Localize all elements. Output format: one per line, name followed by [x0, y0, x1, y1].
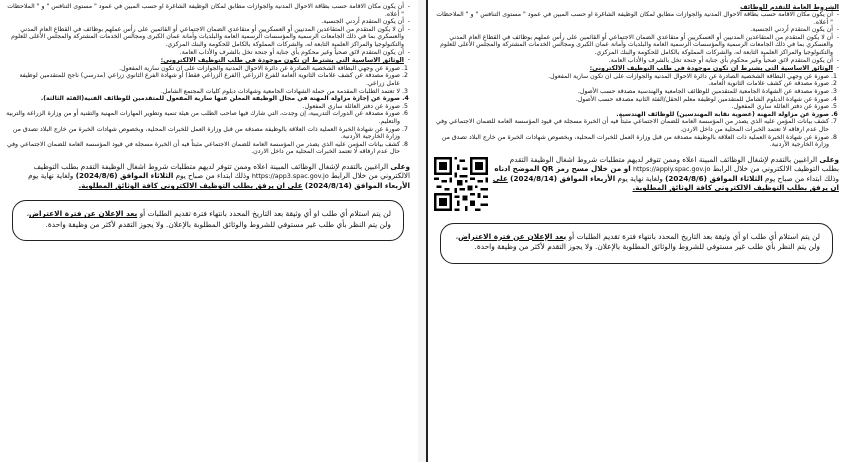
page-gap [418, 0, 426, 462]
document-item: 1. صورة عن وجهي البطاقة الشخصية الصادرة عن دائرة الاحوال المدنية والجوازات على ان تكون سارية المفعول. [434, 73, 829, 81]
document-item: 5. صورة عن دفتر العائلة ساري المفعول. [6, 103, 400, 111]
document-item: 4. صورة عن شهادة الدبلوم الشامل للمتقدمين لوظيفة معلم الحقل/الفئة الثانية مصدقة حسب الأصول. [434, 96, 829, 104]
end-date: الأربعاء الموافق (2024/8/14) [304, 181, 410, 191]
condition-item: - أن يكون المتقدم لائق صحياً وغير محكوم بأي جناية أو جنحة تخل بالشرف والأداب العامة. [6, 49, 410, 57]
warning-box: لن يتم استلام أي طلب او أي وثيقة بعد التاريخ المحدد بانتهاء فترة تقديم الطلبات أو بعد الإعلان عن فترة الاعتراض، ولن يتم النظر بأي طلب غير مستوفي للشروط والوثائق المطلوبة بالإعلان. ولا يجوز التقدم لأكثر من وظيفة واحدة. [440, 223, 833, 264]
apply-link[interactable]: https://apply.spac.gov.jo [633, 164, 711, 173]
document-item: 3. لا تعتمد الطلبات المقدمة من حملة الشهادات الجامعية وشهادات دبلوم كليات المجتمع الشامل. [6, 88, 400, 96]
condition-item: - أن لا يكون المتقدم من المتقاعدين المدنيين أو العسكريين أو متقاعدي الضمان الاجتماعي أو القائمين على رأس عملهم بوظائف في القطاع العام المدني والعسكري بما في ذلك الجامعات الرسمية والمؤسسات الرسمية العامة والبلديات وأمانة عمان الكبرى ومجالس الخدمات المشتركة والمجلس الأعلى للعلوم والتكنولوجيا والمراكز العلمية التابعة له، والشركات المملوكة بالكامل للحكومة والبنك المركزي. [6, 26, 410, 49]
condition-item: - أن يكون المتقدم لائق صحياً وغير محكوم بأي جناية أو جنحة تخل بالشرف والأداب العامة. [434, 57, 839, 65]
condition-item: - أن لا يكون المتقدم من المتقاعدين المدنيين أو العسكريين أو متقاعدي الضمان الاجتماعي أو القائمين على رأس عملهم بوظائف في القطاع العام المدني والعسكري بما في ذلك الجامعات الرسمية والمؤسسات الرسمية العامة والبلديات وأمانة عمان الكبرى ومجالس الخدمات المشتركة والمجلس الأعلى للعلوم والتكنولوجيا والمراكز العلمية التابعة له، والشركات المملوكة بالكامل للحكومة والبنك المركزي. [434, 34, 839, 57]
condition-item: - أن يكون مكان الاقامة حسب بطاقة الاحوال المدنية والجوازات مطابق لمكان الوظيفة الشاغرة او حسب المبين في عمود " مستوى التنافس " و " الملاحظات " أعلاه. [434, 11, 839, 26]
warning-box: لن يتم استلام أي طلب او أي وثيقة بعد التاريخ المحدد بانتهاء فترة تقديم الطلبات أو بعد الإعلان عن فترة الاعتراض، ولن يتم النظر بأي طلب غير مستوفي للشروط والوثائق المطلوبة بالإعلان. ولا يجوز التقدم لأكثر من وظيفة واحدة. [12, 200, 404, 241]
document-item: 3. صورة مصدقة عن الشهادة الجامعية للمتقدمين للوظائف الجامعية والهندسية مصدقة حسب الأصول. [434, 88, 829, 96]
apply-link[interactable]: https://app3.spac.gov.jo [251, 172, 329, 181]
attach-note: على ان يرفق بطلب التوظيف الالكتروني كافة الوثائق المطلوبة. [78, 181, 303, 191]
document-item: 5. صورة عن دفتر العائلة ساري المفعول. [434, 103, 829, 111]
start-date: الثلاثاء الموافق (2024/8/6) [665, 174, 763, 184]
document-item: 8. كشف بيانات المؤمن عليه الذي يصدر من المؤسسة العامة للضمان الاجتماعي مثبتاً فيه أن الخبرة مسجلة في قيود المؤسسة العامة للضمان الاجتماعي وفي حال عدم ارفاقه لا تعتمد الخبرات المحلية من داخل الاردن. [6, 141, 400, 156]
document-item: 2. صورة مصدقة عن كشف علامات الثانوية العامة. [434, 80, 829, 88]
general-conditions-list [6, 3, 410, 65]
document-item: 8. صورة عن شهادة الخبرة العملية ذات العلاقة بالوظيفة مصدقة من قبل وزارة العمل للخبرات المحلية، وبخصوص شهادات الخبرة من خارج البلاد تصدق من وزارة الخارجية الأردنية. [434, 134, 829, 149]
general-conditions-list [434, 11, 839, 73]
condition-item: - أن يكون المتقدم أردني الجنسية. [434, 26, 839, 34]
general-conditions-heading: الشروط العامة للتقدم للوظائف [740, 3, 839, 11]
document-item: 6. صورة عن مزاولة المهنة (عضوية نقابة المهندسين) للوظائف الهندسية. [434, 111, 829, 119]
attach-note: على ان يرفق بطلب التوظيف الالكتروني كافة الوثائق المطلوبة. [492, 174, 839, 193]
required-documents-list [434, 73, 839, 149]
condition-item: - أن يكون المتقدم أردني الجنسية. [6, 18, 410, 26]
application-notice: وعلى الراغبين بالتقدم لإشغال الوظائف المبينة اعلاه وممن تتوفر لديهم متطلبات شروط اشغال الوظيفة التقدم بطلب التوظيف الالكتروني من خلال الرابط https://app3.spac.gov.jo وذلك ابتداء من صباح يوم الثلاثاء الموافق (2024/8/6) ولغاية نهاية يوم الأربعاء الموافق (2024/8/14) على ان يرفق بطلب التوظيف الالكتروني كافة الوثائق المطلوبة. [28, 161, 410, 191]
document-item: 7. كشف بيانات المؤمن عليه الذي يصدر من المؤسسة العامة للضمان الاجتماعي مثبتاً فيه أن الخبرة مسجلة في قيود المؤسسة العامة للضمان الاجتماعي وفي حال عدم ارفاقه لا تعتمد الخبرات المحلية من داخل الاردن. [434, 118, 829, 133]
document-item: 7. صورة عن شهادة الخبرة العملية ذات العلاقة بالوظيفة مصدقة من قبل وزارة العمل للخبرات المحلية، وبخصوص شهادات الخبرة من خارج البلاد تصدق من وزارة الخارجية الأردنية. [6, 126, 400, 141]
qr-code-icon[interactable] [434, 157, 488, 211]
document-item: 4. صورة عن إجازة مزاولة المهنة في مجال الوظيفة المعلن عنها سارية المفعول للمتقدمين للوظائف الفنية(الفئة الثالثة). [6, 95, 400, 103]
start-date: الثلاثاء الموافق (2024/8/6) [75, 171, 174, 181]
end-date: الأربعاء الموافق (2024/8/14) [510, 174, 616, 184]
docs-heading: الوثائق الاساسية التي يشترط ان تكون موجودة في طلب التوظيف الالكتروني: [160, 56, 404, 65]
docs-heading: الوثائق الاساسية التي يشترط ان تكون موجودة في طلب التوظيف الالكتروني: [589, 64, 833, 73]
application-notice: وعلى الراغبين بالتقدم لإشغال الوظائف المبينة اعلاه وممن تتوفر لديهم متطلبات شروط اشغال الوظيفة التقدم بطلب التوظيف الالكتروني من خلال الرابط https://apply.spac.gov.jo او من خلال مسح رمز QR الموضح ادناه وذلك ابتداء من صباح يوم الثلاثاء الموافق (2024/8/6) ولغاية نهاية يوم الأربعاء الموافق (2024/8/14) على ان يرفق بطلب التوظيف الالكتروني كافة الوثائق المطلوبة. [434, 155, 839, 213]
docs-heading-item [434, 64, 839, 73]
required-documents-list [6, 65, 410, 156]
document-item: 6. صورة مصدقة عن الدورات التدريبية، إن وجدت، التي شارك فيها صاحب الطلب من هيئة تنمية وتطوير المهارات المهنية والتقنية أو من وزارة الزراعة والتربية والتعليم. [6, 110, 400, 125]
left-page [0, 0, 419, 462]
qr-instruction: او من خلال مسح رمز QR الموضح ادناه [494, 163, 631, 173]
document-item: 1. صورة عن وجهي البطاقة الشخصية الصادرة عن دائرة الاحوال المدنية والجوازات على ان تكون سارية المفعول. [6, 65, 400, 73]
condition-item: - أن يكون مكان الاقامة حسب بطاقة الاحوال المدنية والجوازات مطابق لمكان الوظيفة الشاغرة او حسب المبين في عمود " مستوى التنافس " و " الملاحظات " أعلاه. [6, 3, 410, 18]
right-page [426, 0, 845, 462]
docs-heading-item [6, 56, 410, 65]
document-item: 2. صورة مصدقة عن كشف علامات الثانوية العامة للفرع الزراعي (الفرع الزراعي فقط) أو شهادة الفرع الثانوي زراعي (مدرسي) ناجح للمتقدمين لوظيفة عامل زراعي. [6, 72, 400, 87]
